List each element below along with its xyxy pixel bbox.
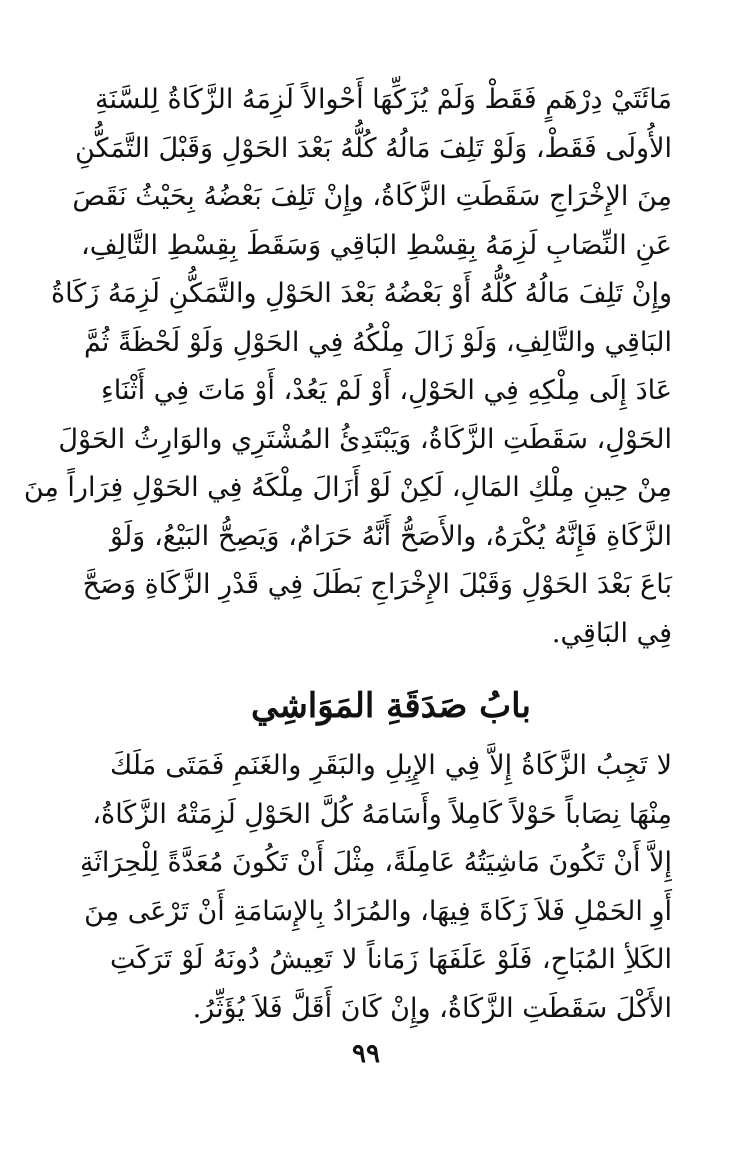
text-line: الأُولَى فَقَطْ، وَلَوْ تَلِفَ مَالُهُ كُلُّهُ بَعْدَ الحَوْلِ وَقَبْلَ التَّمَكُّنِ xyxy=(74,132,672,164)
section-heading: بابُ صَدَقَةِ المَوَاشِي xyxy=(250,686,531,726)
text-line: عَنِ النِّصَابِ لَزِمَهُ بِقِسْطِ البَاقِي وَسَقَطَ بِقِسْطِ التَّالِفِ، xyxy=(81,229,672,261)
paragraph-continuation xyxy=(23,76,672,658)
text-line: بَاعَ بَعْدَ الحَوْلِ وَقَبْلَ الإِخْرَاجِ بَطَلَ فِي قَدْرِ الزَّكَاةِ وَصَحَّ xyxy=(82,569,672,600)
text-line: الحَوْلِ، سَقَطَتِ الزَّكَاةُ، وَيَبْتَدِئُ المُشْتَرِي والوَارِثُ الحَوْلَ xyxy=(58,423,672,455)
text-line: مِنَ الإِخْرَاجِ سَقَطَتِ الزَّكَاةُ، وإِنْ تَلِفَ بَعْضُهُ بِحَيْثُ نَقَصَ xyxy=(72,181,672,212)
page-number: ٩٩ xyxy=(352,1039,380,1069)
text-line: وإِنْ تَلِفَ مَالُهُ كُلُّهُ أَوْ بَعْضُهُ بَعْدَ الحَوْلِ والتَّمَكُّنِ لَزِمَهُ زَكَاةُ xyxy=(51,278,672,309)
text-line: لا تَجِبُ الزَّكَاةُ إِلاَّ فِي الإِبِلِ والبَقَرِ والغَنَمِ فَمَتَى مَلَكَ xyxy=(110,750,672,781)
text-line: الكَلأِ المُبَاحِ، فَلَوْ عَلَفَهَا زَمَاناً لا تَعِيشُ دُونَهُ لَوْ تَرَكَتِ xyxy=(110,944,672,975)
text-line: الأَكْلَ سَقَطَتِ الزَّكَاةُ، وإِنْ كَانَ أَقَلَّ فَلاَ يُؤَثِّرُ. xyxy=(192,992,672,1024)
text-line: أَوِ الحَمْلِ فَلاَ زَكَاةَ فِيهَا، والمُرَادُ بِالإِسَامَةِ أَنْ تَرْعَى مِنَ xyxy=(84,895,672,927)
text-line: البَاقِي والتَّالِفِ، وَلَوْ زَالَ مِلْكُهُ فِي الحَوْلِ وَلَوْ لَحْظَةً ثُمَّ xyxy=(83,326,672,358)
text-line: الزَّكَاةِ فَإِنَّهُ يُكْرَهُ، والأَصَحُّ أَنَّهُ حَرَامٌ، وَيَصِحُّ البَيْعُ، وَلَوْ xyxy=(110,520,672,552)
text-line: فِي البَاقِي. xyxy=(551,617,672,649)
text-line: مَائَتَيْ دِرْهَمٍ فَقَطْ وَلَمْ يُزَكِّهَا أَحْوالاً لَزِمَهُ الزَّكَاةُ لِلسَّنَةِ xyxy=(95,84,672,115)
paragraph-livestock-zakat xyxy=(79,742,672,1033)
text-line: مِنْ حِينِ مِلْكِ المَالِ، لَكِنْ لَوْ أَزَالَ مِلْكَهُ فِي الحَوْلِ فِرَاراً مِنَ xyxy=(23,472,672,503)
text-line: إِلاَّ أَنْ تَكُونَ مَاشِيَتُهُ عَامِلَةً، مِثْلَ أَنْ تَكُونَ مُعَدَّةً لِلْحِرَاثَةِ xyxy=(79,847,672,878)
text-line: عَادَ إِلَى مِلْكِهِ فِي الحَوْلِ، أَوْ لَمْ يَعُدْ، أَوْ مَاتَ فِي أَثْنَاءِ xyxy=(101,375,672,406)
text-line: مِنْهَا نِصَاباً حَوْلاً كَامِلاً وأَسَامَهُ كُلَّ الحَوْلِ لَزِمَتْهُ الزَّكَاةُ، xyxy=(92,798,672,830)
